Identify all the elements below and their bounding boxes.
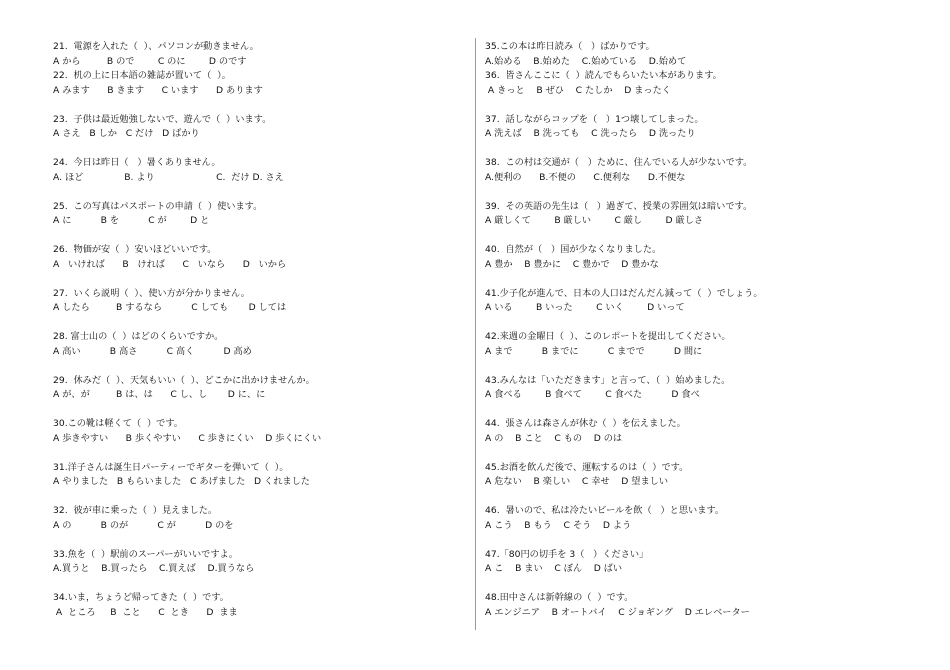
question-text: 39. その英語の先生は（ ）過ぎて、授業の雰囲気は暗いです。 — [485, 200, 753, 212]
question-item — [53, 156, 463, 185]
question-item — [485, 40, 915, 69]
question-item — [485, 113, 915, 142]
question-text: 29. 休みだ（ ）、天気もいい（ ）、どこかに出かけませんか。 — [53, 374, 315, 386]
answer-options: A 歩きやすい B 歩くやすい C 歩きにくい D 歩くにくい — [53, 432, 322, 444]
question-text: 22. 机の上に日本語の雑誌が置いて（ ）。 — [53, 70, 231, 81]
question-text: 28. 富士山の（ ）はどのくらいですか。 — [53, 331, 224, 342]
question-item — [485, 243, 915, 272]
question-text: 34.いま，ちょうど帰ってきた（ ）です。 — [53, 592, 229, 603]
answer-options: A いる B いった C いく D いって — [485, 302, 685, 313]
question-item — [53, 40, 463, 69]
question-text: 33.魚を（ ）駅前のスーパーがいいですよ。 — [53, 548, 238, 560]
question-text: 31.洋子さんは誕生日パーティーでギターを弾いて（ ）。 — [53, 461, 289, 473]
question-item — [485, 374, 915, 403]
question-item — [485, 69, 915, 98]
answer-options: A まで B までに C までで D 間に — [485, 345, 703, 357]
question-text: 37. 話しながらコップを（ ）1つ壊してしまった。 — [485, 113, 704, 125]
question-item — [485, 591, 915, 620]
question-item — [53, 417, 463, 446]
question-item — [53, 287, 463, 316]
answer-options: A みます B きます C います D あります — [53, 84, 263, 96]
question-item — [53, 504, 463, 533]
answer-options: A 食べる B 食べて C 食べた D 食べ — [485, 389, 700, 400]
question-text: 48.田中さんは新幹線の（ ）です。 — [485, 592, 634, 603]
answer-options: A.買うと B.買ったら C.買えば D.買うなら — [53, 563, 255, 574]
question-text: 40. 自然が（ ）国が少なくなりました。 — [485, 244, 662, 255]
question-item — [53, 243, 463, 272]
question-item — [485, 287, 915, 316]
question-text: 42.来週の金曜日（ ）、このレポートを提出してください。 — [485, 331, 731, 342]
question-item — [53, 461, 463, 490]
question-text: 32. 彼が車に乗った（ ）見えました。 — [53, 505, 218, 516]
answer-options: A の B のが C が D のを — [53, 519, 234, 531]
question-item — [485, 156, 915, 185]
question-item — [485, 461, 915, 490]
question-text: 41.少子化が進んで、日本の人口はだんだん減って（ ）でしょう。 — [485, 287, 763, 299]
question-item — [485, 200, 915, 229]
answer-options: A 高い B 高さ C 高く D 高め — [53, 345, 252, 357]
answer-options: A 洗えば B 洗っても C 洗ったら D 洗ったり — [485, 128, 696, 139]
column-divider — [475, 38, 476, 630]
answer-options: A から B ので C のに D のです — [53, 55, 247, 67]
question-item — [485, 417, 915, 446]
question-text: 30.この靴は軽くて（ ）です。 — [53, 418, 183, 429]
question-text: 24. 今日は昨日（ ）暑くありません。 — [53, 157, 221, 168]
question-item — [53, 200, 463, 229]
question-text: 44. 張さんは森さんが休む（ ）を伝えました。 — [485, 418, 686, 429]
answer-options: A したら B するなら C しても D しては — [53, 302, 287, 313]
answer-options: A やりました B もらいました C あげました D くれました — [53, 476, 310, 487]
answer-options: A.始める B.始めた C.始めている D.始めて — [485, 55, 687, 67]
right-column — [485, 40, 915, 635]
question-item — [53, 69, 463, 98]
question-item — [485, 330, 915, 359]
question-item — [485, 504, 915, 533]
question-text: 27. いくら説明（ ）、使い方が分かりません。 — [53, 287, 250, 299]
answer-options: A. ほど B. より C. だけ D. さえ — [53, 171, 284, 183]
question-text: 36. 皆さんここに（ ）読んでもらいたい本があります。 — [485, 70, 722, 81]
question-text: 21. 電源を入れた（ ）、パソコンが動きません。 — [53, 41, 259, 52]
answer-options: A きっと B ぜひ C たしか D まったく — [485, 84, 671, 96]
question-item — [53, 330, 463, 359]
question-item — [485, 548, 915, 577]
answer-options: A 危ない B 楽しい C 幸せ D 望ましい — [485, 476, 669, 487]
question-text: 26. 物価が安（ ）安いほどいいです。 — [53, 244, 217, 255]
answer-options: A エンジニア B オートバイ C ジョギング D エレベーター — [485, 606, 750, 618]
answer-options: A.便利の B.不便の C.便利な D.不便な — [485, 171, 686, 183]
question-text: 45.お酒を飲んだ後で、運転するのは（ ）です。 — [485, 461, 689, 473]
answer-options: A の B こと C もの D のは — [485, 432, 623, 444]
left-column — [53, 40, 463, 635]
answer-options: A ところ B こと C とき D まま — [53, 606, 238, 618]
question-text: 43.みんなは「いただきます」と言って、（ ）始めました。 — [485, 374, 731, 386]
answer-options: A こう B もう C そう D よう — [485, 519, 632, 531]
answer-options: A いければ B ければ C いなら D いから — [53, 258, 287, 270]
question-item — [53, 374, 463, 403]
question-item — [53, 591, 463, 620]
question-text: 46. 暑いので、私は冷たいビールを飲（ ）と思います。 — [485, 505, 725, 516]
question-text: 23. 子供は最近勉強しないで、遊んで（ ）います。 — [53, 113, 272, 125]
question-item — [53, 548, 463, 577]
answer-options: A こ B まい C ぼん D ばい — [485, 563, 623, 574]
answer-options: A に B を C が D と — [53, 215, 210, 226]
question-text: 38. この村は交通が（ ）ために、住んでいる人が少ないです。 — [485, 157, 753, 168]
answer-options: A が、が B は、は C し、し D に、に — [53, 389, 266, 400]
question-item — [53, 113, 463, 142]
question-text: 35.この本は昨日読み（ ）ばかりです。 — [485, 41, 655, 52]
answer-options: A 豊か B 豊かに C 豊かで D 豊かな — [485, 258, 659, 270]
question-text: 25. この写真はパスポートの申請（ ）使います。 — [53, 200, 263, 212]
answer-options: A さえ B しか C だけ D ばかり — [53, 128, 200, 139]
answer-options: A 厳しくて B 厳しい C 厳し D 厳しさ — [485, 215, 704, 226]
question-text: 47.「80円の切手を 3（ ）ください」 — [485, 548, 649, 560]
